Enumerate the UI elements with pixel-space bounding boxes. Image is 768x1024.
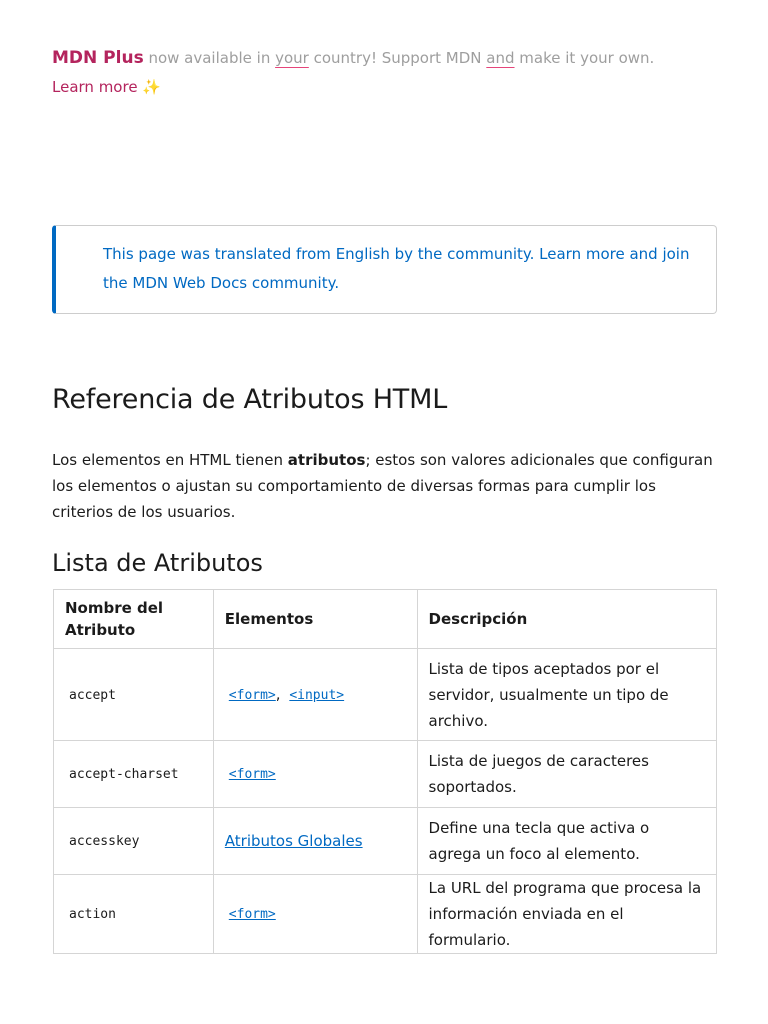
header-elements: Elementos [213, 590, 417, 649]
attribute-name-cell [54, 808, 214, 875]
global-attributes-link[interactable]: Atributos Globales [224, 832, 363, 850]
element-link-form[interactable]: <form> [228, 907, 276, 922]
attribute-name: action [69, 907, 116, 922]
description-cell: Lista de juegos de caracteres soportados. [417, 741, 716, 808]
description-cell: La URL del programa que procesa la información enviada en el formulario. [417, 875, 716, 954]
mdn-plus-link[interactable]: MDN Plus [52, 48, 144, 68]
element-link-form[interactable]: <form> [228, 687, 276, 703]
promo-banner [52, 44, 692, 102]
promo-text-1: now available in [143, 49, 276, 67]
elements-separator: , [275, 684, 281, 703]
attribute-name: accept [69, 687, 116, 703]
elements-cell [213, 649, 417, 741]
attributes-table [53, 589, 717, 954]
learn-more-link[interactable]: Learn more [52, 78, 138, 96]
table-row [54, 875, 717, 954]
element-link-input[interactable]: <input> [289, 687, 345, 703]
table-row [54, 741, 717, 808]
table-header-row [54, 590, 717, 649]
intro-text-before: Los elementos en HTML tienen [52, 451, 288, 469]
table-row [54, 808, 717, 875]
intro-text-after: ; estos son valores adicionales que configuran los elementos o ajustan su comportamiento de diversas formas para cumplir los criterios de los usuarios. [52, 451, 713, 521]
translation-notice [52, 225, 717, 314]
table-row [54, 649, 717, 741]
intro-text-bold: atributos [287, 451, 366, 469]
promo-text-your: your [275, 49, 309, 67]
elements-cell [213, 875, 417, 954]
attribute-name-cell [54, 875, 214, 954]
sparkle-icon: ✨ [142, 78, 162, 96]
header-description: Descripción [417, 590, 716, 649]
translation-notice-text[interactable]: This page was translated from English by the community. Learn more and join the MDN Web Docs community. [103, 245, 690, 292]
section-title: Lista de Atributos [52, 549, 263, 577]
intro-paragraph [52, 447, 717, 525]
promo-text-3: make it your own. [514, 49, 655, 67]
attribute-name-cell [54, 741, 214, 808]
promo-text-2: country! Support MDN [308, 49, 487, 67]
header-attribute-name: Nombre del Atributo [54, 590, 214, 649]
page-title: Referencia de Atributos HTML [52, 384, 448, 415]
attribute-name-cell [54, 649, 214, 741]
promo-text-and: and [486, 49, 515, 67]
attribute-name: accesskey [69, 834, 140, 849]
elements-cell [213, 741, 417, 808]
description-cell: Lista de tipos aceptados por el servidor, usualmente un tipo de archivo. [417, 649, 716, 741]
elements-cell [213, 808, 417, 875]
element-link-form[interactable]: <form> [228, 767, 276, 782]
attribute-name: accept-charset [69, 767, 179, 782]
description-cell: Define una tecla que activa o agrega un foco al elemento. [417, 808, 716, 875]
